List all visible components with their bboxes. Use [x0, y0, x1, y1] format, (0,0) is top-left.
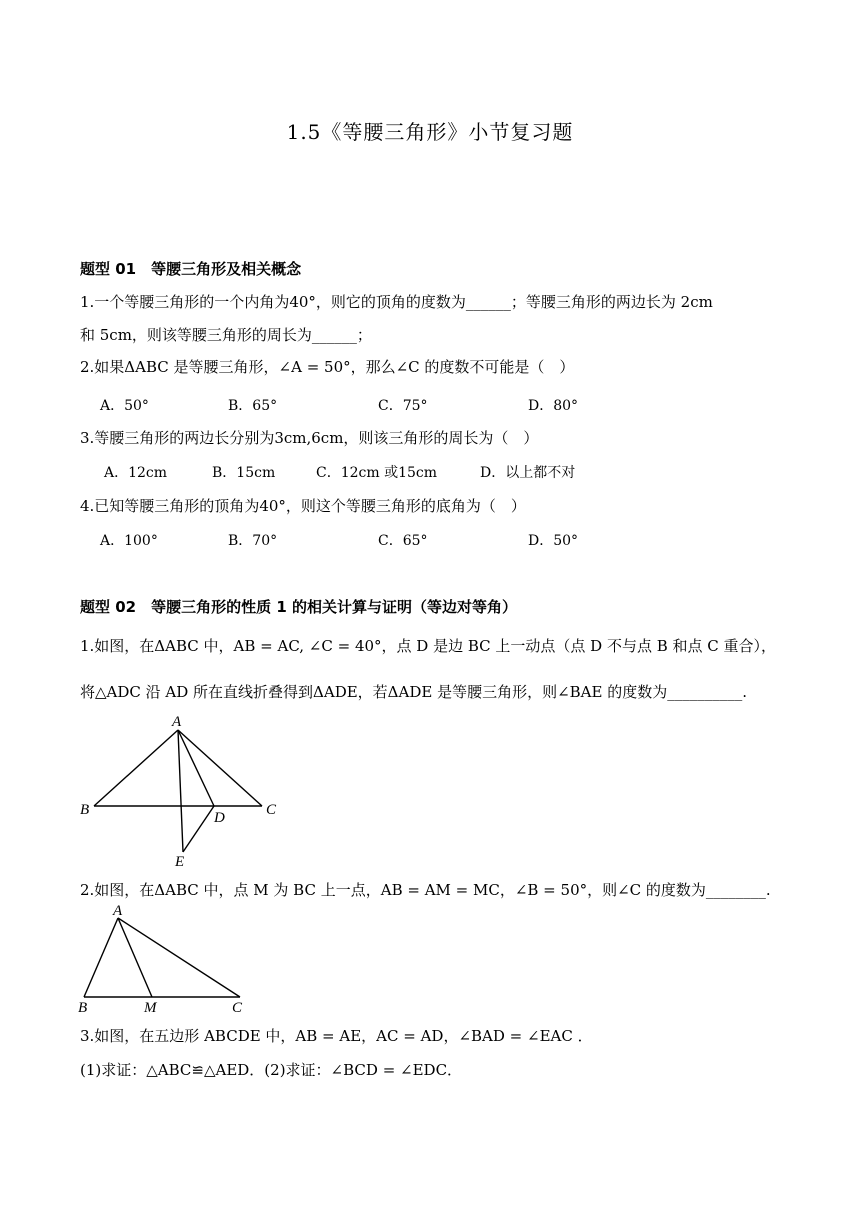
fig1-label-a: A [172, 714, 182, 730]
q1-4-option-a: A．100° [100, 533, 158, 549]
fig2-label-c: C [232, 1000, 243, 1016]
q1-3-option-d: D．以上都不对 [480, 465, 576, 481]
question-1-1-line1: 1.一个等腰三角形的一个内角为40°，则它的顶角的度数为______；等腰三角形的两边长为 2cm [80, 293, 713, 311]
question-1-1-line2: 和 5cm，则该等腰三角形的周长为______； [80, 326, 372, 344]
q1-2-option-b: B．65° [228, 398, 278, 414]
question-1-3: 3.等腰三角形的两边长分别为3cm,6cm，则该三角形的周长为（ ） [80, 429, 539, 447]
q1-3-option-c: C．12cm 或15cm [316, 465, 438, 481]
section-heading-01: 题型 01 等腰三角形及相关概念 [80, 260, 302, 278]
page-title: 1.5《等腰三角形》小节复习题 [286, 120, 574, 144]
q1-4-option-c: C．65° [378, 533, 428, 549]
q1-3-option-b: B．15cm [212, 465, 276, 481]
q1-4-option-d: D．50° [528, 533, 579, 549]
q1-2-option-c: C．75° [378, 398, 428, 414]
fig2-label-b: B [78, 1000, 88, 1016]
q1-4-option-b: B．70° [228, 533, 278, 549]
question-1-4: 4.已知等腰三角形的顶角为40°，则这个等腰三角形的底角为（ ） [80, 497, 526, 515]
fig2-label-a: A [113, 903, 123, 919]
question-2-3: 3.如图，在五边形 ABCDE 中，AB = AE，AC = AD，∠BAD = ∠EAC ． [80, 1027, 593, 1045]
section-heading-02: 题型 02 等腰三角形的性质 1 的相关计算与证明（等边对等角） [80, 598, 517, 616]
q1-3-option-a: A．12cm [104, 465, 168, 481]
question-2-2: 2.如图，在ΔABC 中，点 M 为 BC 上一点，AB = AM = MC，∠B = 50°，则∠C 的度数为________. [80, 881, 771, 899]
fig2-label-m: M [144, 1000, 157, 1016]
fig1-label-d: D [214, 810, 225, 826]
fig1-label-e: E [175, 854, 185, 870]
fig1-label-b: B [80, 802, 90, 818]
question-1-2: 2.如果ΔABC 是等腰三角形，∠A = 50°，那么∠C 的度数不可能是（ ） [80, 358, 575, 376]
figure-triangle-abm [76, 900, 256, 1020]
fig1-label-c: C [266, 802, 277, 818]
question-2-3-subparts: (1)求证：△ABC≌△AED．(2)求证：∠BCD = ∠EDC． [80, 1061, 463, 1079]
figure-triangle-abc-fold [76, 710, 296, 870]
question-2-1-line2: 将△ADC 沿 AD 所在直线折叠得到ΔADE，若ΔADE 是等腰三角形，则∠BAE 的度数为__________. [80, 683, 747, 701]
q1-2-option-a: A．50° [100, 398, 149, 414]
question-2-1-line1: 1.如图，在ΔABC 中，AB = AC, ∠C = 40°，点 D 是边 BC 上一动点（点 D 不与点 B 和点 C 重合）， [80, 637, 777, 655]
q1-2-option-d: D．80° [528, 398, 579, 414]
